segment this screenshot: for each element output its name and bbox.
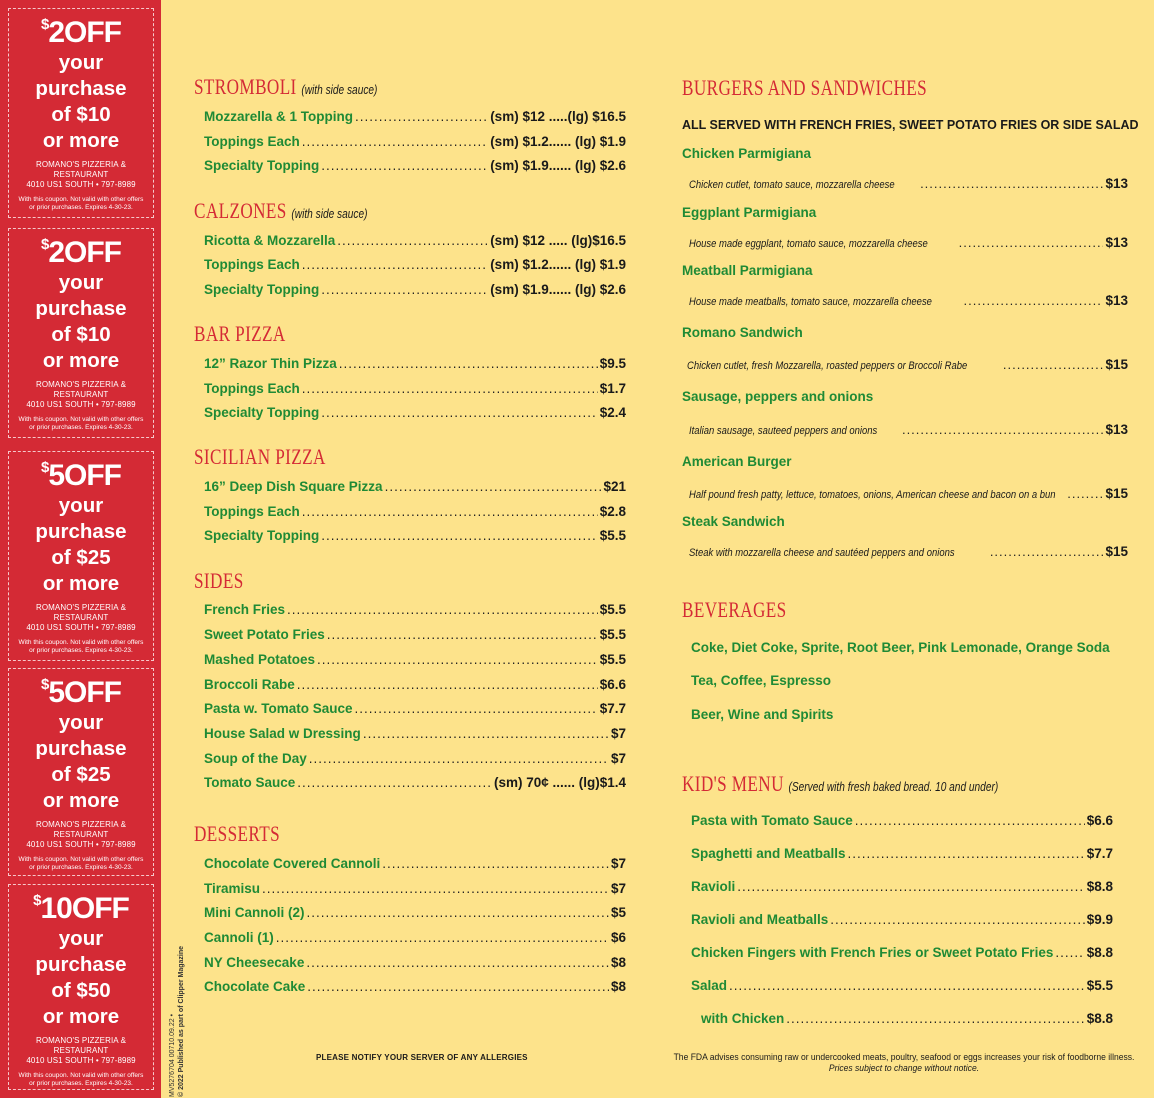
coupon[interactable]	[8, 668, 154, 876]
coupon-fine-print: With this coupon. Not valid with other offers or prior purchases. Expires 4-30-23.	[18, 1072, 144, 1087]
publication-credit	[162, 830, 185, 1098]
menu-item-desc: Half pound fresh patty, lettuce, tomatoes, onions, American cheese and bacon on a bun ..... $15	[689, 486, 1128, 501]
fda-advisory: The FDA advises consuming raw or undercooked meats, poultry, seafood or eggs increases your risk of foodborne illness. Prices subject to change without notice.	[673, 1052, 1135, 1074]
publication-code: MV5276704 00710.09.22 •	[169, 1013, 176, 1097]
coupon-desc: your purchase of $10 or more	[35, 51, 127, 152]
coupon[interactable]	[8, 228, 154, 438]
menu-item: French Fries ..... $5.5	[204, 602, 626, 617]
menu-item: Toppings Each ..... (sm) $1.2...... (lg) $1.9	[204, 134, 626, 149]
coupon-desc: your purchase of $25 or more	[35, 711, 127, 812]
publication-copyright: © 2022 Published as part of Clipper Magazine	[178, 945, 185, 1097]
beverage-line: Coke, Diet Coke, Sprite, Root Beer, Pink Lemonade, Orange Soda	[691, 640, 1110, 655]
menu-item: NY Cheesecake ..... $8	[204, 955, 626, 970]
menu-item: Specialty Topping ..... (sm) $1.9...... (lg) $2.6	[204, 282, 626, 297]
menu-item: Salad ..... $5.5	[691, 978, 1113, 993]
section-title-burgers: BURGERS AND SANDWICHES	[682, 75, 928, 100]
beverage-line: Beer, Wine and Spirits	[691, 707, 834, 722]
coupon[interactable]	[8, 884, 154, 1090]
beverage-line: Tea, Coffee, Espresso	[691, 673, 832, 688]
coupon-fine-print: With this coupon. Not valid with other offers or prior purchases. Expires 4-30-23.	[18, 196, 144, 211]
menu-item-name: Meatball Parmigiana	[682, 263, 813, 278]
coupon-business: ROMANO'S PIZZERIA & RESTAURANT 4010 US1 SOUTH • 797-8989	[26, 380, 136, 409]
menu-item: Cannoli (1) ..... $6	[204, 930, 626, 945]
menu-item: Tomato Sauce ..... (sm) 70¢ ...... (lg)$1.4	[204, 775, 626, 790]
section-title-calzones: CALZONES (with side sauce)	[194, 198, 368, 223]
coupon-business: ROMANO'S PIZZERIA & RESTAURANT 4010 US1 SOUTH • 797-8989	[26, 160, 136, 189]
menu-item: Broccoli Rabe ..... $6.6	[204, 677, 626, 692]
menu-item: Specialty Topping ..... $5.5	[204, 528, 626, 543]
menu-item: Toppings Each ..... (sm) $1.2...... (lg) $1.9	[204, 257, 626, 272]
coupon-amount: $2OFF	[40, 236, 122, 269]
menu-item-desc: House made meatballs, tomato sauce, mozzarella cheese ..... $13	[689, 293, 1128, 308]
menu-item-desc: Chicken cutlet, fresh Mozzarella, roasted peppers or Broccoli Rabe ..... $15	[687, 357, 1128, 372]
menu-item-desc: Chicken cutlet, tomato sauce, mozzarella cheese ..... $13	[689, 176, 1128, 191]
menu-item-name: Chicken Parmigiana	[682, 146, 812, 161]
burgers-subtitle: ALL SERVED WITH FRENCH FRIES, SWEET POTATO FRIES OR SIDE SALAD	[682, 118, 1139, 132]
menu-item: Ricotta & Mozzarella ..... (sm) $12 ..... (lg)$16.5	[204, 233, 626, 248]
coupon-desc: your purchase of $10 or more	[35, 271, 127, 372]
menu-item: 16” Deep Dish Square Pizza ..... $21	[204, 479, 626, 494]
coupon-fine-print: With this coupon. Not valid with other offers or prior purchases. Expires 4-30-23.	[18, 416, 144, 431]
menu-item-desc: House made eggplant, tomato sauce, mozzarella cheese ..... $13	[689, 235, 1128, 250]
coupon-business: ROMANO'S PIZZERIA & RESTAURANT 4010 US1 SOUTH • 797-8989	[26, 603, 136, 632]
menu-item: Sweet Potato Fries ..... $5.5	[204, 627, 626, 642]
coupon-fine-print: With this coupon. Not valid with other offers or prior purchases. Expires 4-30-23.	[18, 639, 144, 654]
menu-item: Pasta w. Tomato Sauce ..... $7.7	[204, 701, 626, 716]
menu-item: Chicken Fingers with French Fries or Sweet Potato Fries ..... $8.8	[691, 945, 1113, 960]
menu-item: Specialty Topping ..... $2.4	[204, 405, 626, 420]
coupon-amount: $2OFF	[40, 16, 122, 49]
menu-item: with Chicken ..... $8.8	[701, 1011, 1113, 1026]
menu-item: Ravioli and Meatballs ..... $9.9	[691, 912, 1113, 927]
section-title-sides: SIDES	[194, 568, 244, 593]
menu-item: Mozzarella & 1 Topping ..... (sm) $12 .....(lg) $16.5	[204, 109, 626, 124]
coupon-amount: $5OFF	[40, 459, 122, 492]
menu-item-desc: Italian sausage, sauteed peppers and onions ..... $13	[689, 422, 1128, 437]
menu-item: Pasta with Tomato Sauce ..... $6.6	[691, 813, 1113, 828]
coupon[interactable]	[8, 451, 154, 661]
section-title-kids-menu: KID'S MENU (Served with fresh baked bread. 10 and under)	[682, 771, 999, 796]
menu-item-name: Eggplant Parmigiana	[682, 205, 817, 220]
menu-item: Specialty Topping ..... (sm) $1.9...... (lg) $2.6	[204, 158, 626, 173]
menu-item: 12” Razor Thin Pizza ..... $9.5	[204, 356, 626, 371]
coupon-strip	[0, 0, 161, 1098]
section-title-bar-pizza: BAR PIZZA	[194, 321, 286, 346]
menu-item-name: Romano Sandwich	[682, 325, 803, 340]
menu-item: Soup of the Day ..... $7	[204, 751, 626, 766]
menu-item: House Salad w Dressing ..... $7	[204, 726, 626, 741]
menu-item: Chocolate Cake ..... $8	[204, 979, 626, 994]
menu-item: Toppings Each ..... $1.7	[204, 381, 626, 396]
coupon-business: ROMANO'S PIZZERIA & RESTAURANT 4010 US1 SOUTH • 797-8989	[26, 1036, 136, 1065]
section-title-desserts: DESSERTS	[194, 821, 281, 846]
menu-item: Mashed Potatoes ..... $5.5	[204, 652, 626, 667]
coupon[interactable]	[8, 8, 154, 218]
coupon-desc: your purchase of $50 or more	[35, 927, 127, 1028]
menu-item-name: American Burger	[682, 454, 792, 469]
coupon-business: ROMANO'S PIZZERIA & RESTAURANT 4010 US1 SOUTH • 797-8989	[26, 820, 136, 849]
allergy-note: PLEASE NOTIFY YOUR SERVER OF ANY ALLERGIES	[316, 1053, 528, 1062]
coupon-amount: $10OFF	[33, 892, 129, 925]
menu-item: Toppings Each ..... $2.8	[204, 504, 626, 519]
section-title-beverages: BEVERAGES	[682, 597, 787, 622]
menu-item: Tiramisu ..... $7	[204, 881, 626, 896]
menu-item: Mini Cannoli (2) ..... $5	[204, 905, 626, 920]
section-title-sicilian-pizza: SICILIAN PIZZA	[194, 444, 326, 469]
menu-item-name: Sausage, peppers and onions	[682, 389, 874, 404]
menu-item: Ravioli ..... $8.8	[691, 879, 1113, 894]
coupon-fine-print: With this coupon. Not valid with other offers or prior purchases. Expires 4-30-23.	[18, 856, 144, 871]
coupon-amount: $5OFF	[40, 676, 122, 709]
menu-item: Chocolate Covered Cannoli ..... $7	[204, 856, 626, 871]
menu-item-name: Steak Sandwich	[682, 514, 785, 529]
menu-item-desc: Steak with mozzarella cheese and sautéed peppers and onions ..... $15	[689, 544, 1128, 559]
menu-item: Spaghetti and Meatballs ..... $7.7	[691, 846, 1113, 861]
coupon-desc: your purchase of $25 or more	[35, 494, 127, 595]
section-title-stromboli: STROMBOLI (with side sauce)	[194, 74, 378, 99]
